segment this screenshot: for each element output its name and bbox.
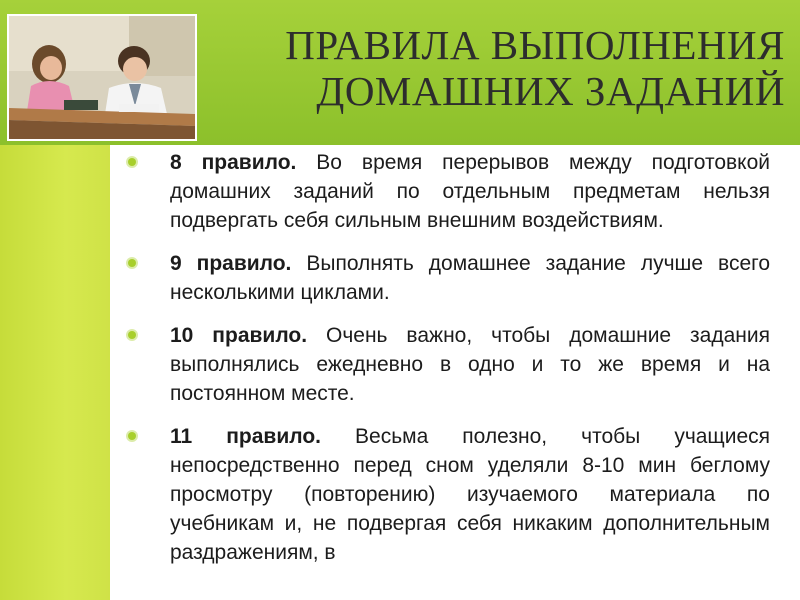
- rule-item: [120, 422, 770, 567]
- rules-list: [120, 148, 770, 600]
- rule-text: Выполнять домашнее задание лучше всего несколькими циклами.: [170, 252, 770, 304]
- rule-text: Очень важно, чтобы домашние задания выполнялись ежедневно в одно и то же время и на постоянном месте.: [170, 324, 770, 405]
- rule-item: [120, 148, 770, 235]
- bullet-icon: [128, 331, 136, 339]
- page-title-line-1: ПРАВИЛА ВЫПОЛНЕНИЯ: [285, 22, 785, 68]
- rule-label: 11 правило.: [170, 425, 321, 448]
- bullet-icon: [128, 158, 136, 166]
- page-title: [215, 22, 785, 114]
- bullet-icon: [128, 432, 136, 440]
- page-title-line-2: ДОМАШНИХ ЗАДАНИЙ: [316, 68, 785, 114]
- bullet-icon: [128, 259, 136, 267]
- students-photo: [7, 14, 197, 141]
- rule-label: 9 правило.: [170, 252, 292, 275]
- rule-text: Во время перерывов между подготовкой домашних заданий по отдельным предметам нельзя подвергать себя сильным внешним воздействиям.: [170, 151, 770, 232]
- rule-item: [120, 321, 770, 408]
- rule-label: 10 правило.: [170, 324, 308, 347]
- rule-text: Весьма полезно, чтобы учащиеся непосредственно перед сном уделяли 8-10 мин беглому просмотру (повторению) изучаемого материала по учебникам и, не подвергая себя никаким дополнительным раздражениям, в: [170, 425, 770, 564]
- rule-label: 8 правило.: [170, 151, 297, 174]
- rule-item: [120, 249, 770, 307]
